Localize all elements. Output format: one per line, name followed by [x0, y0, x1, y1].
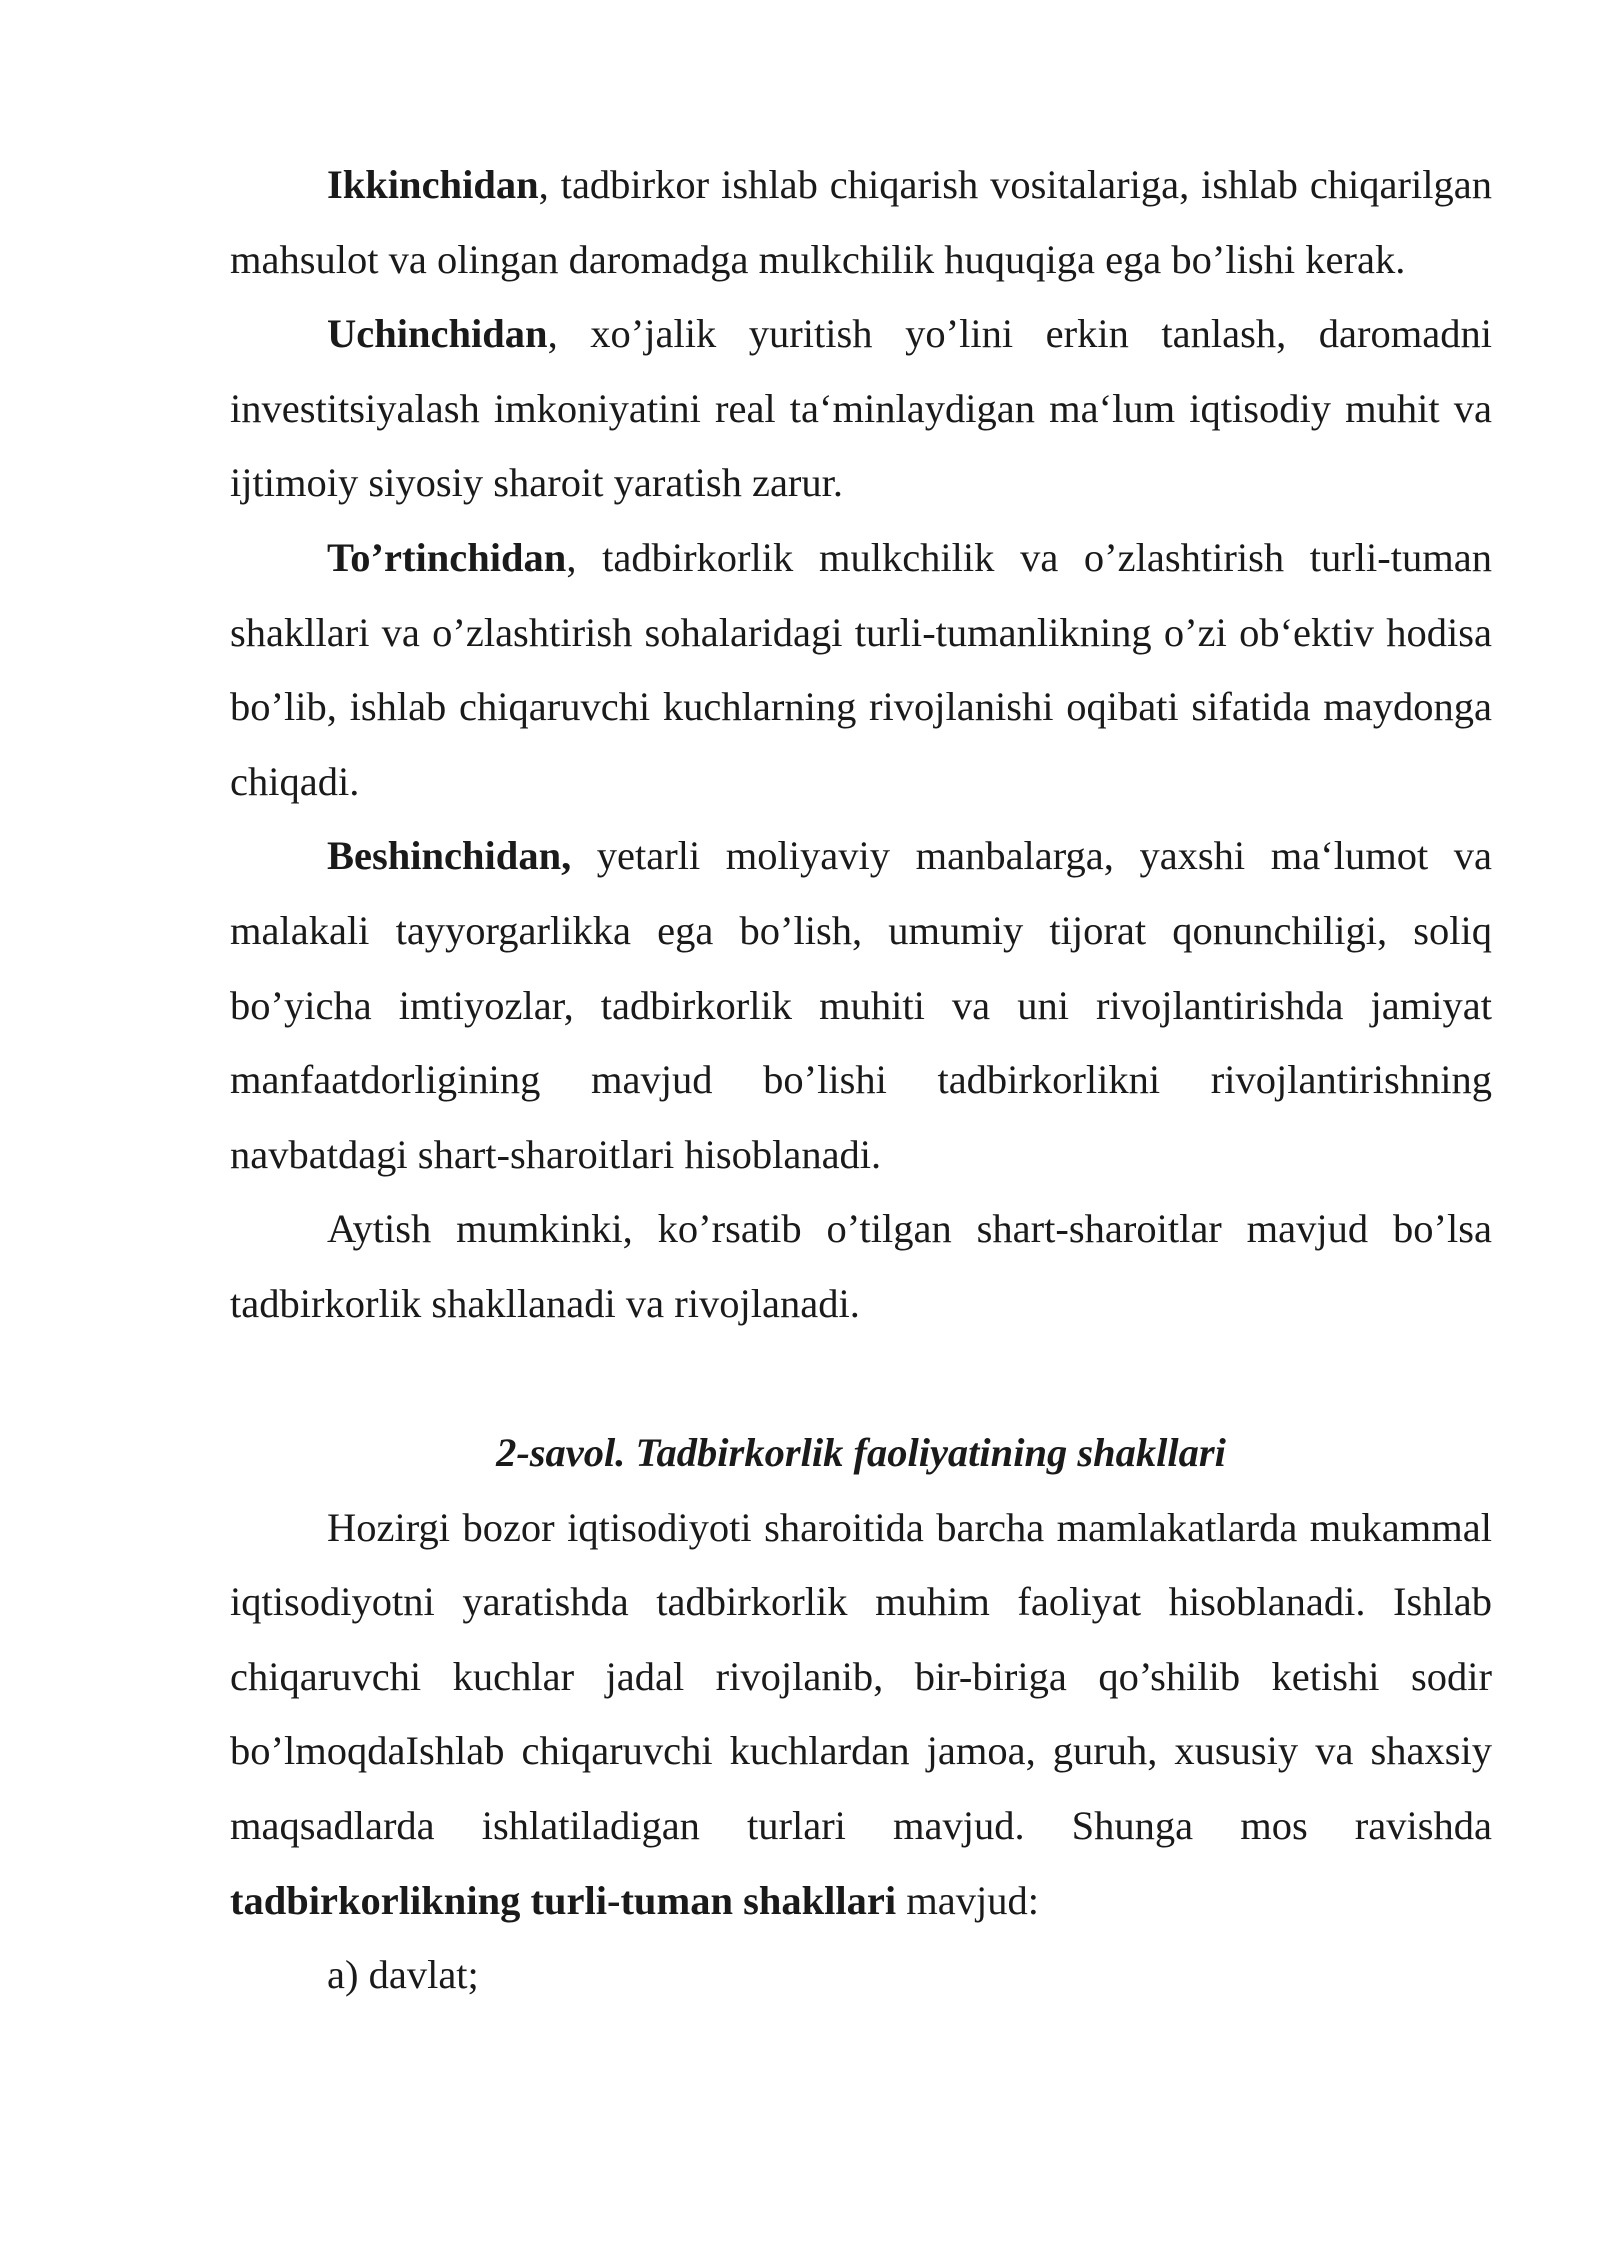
paragraph-text: Aytish mumkinki, ko’rsatib o’tilgan shart-sharoitlar mavjud bo’lsa tadbirkorlik shakllanadi va rivojlanadi.: [230, 1206, 1492, 1326]
paragraph-text: , tadbirkorlik mulkchilik va o’zlashtirish turli-tuman shakllari va o’zlashtirish sohalaridagi turli-tumanlikning o’zi ob‘ektiv hodisa bo’lib, ishlab chiqaruvchi kuchlarning rivojlanishi oqibati sifatida maydonga chiqadi.: [230, 534, 1492, 804]
paragraph-lead: Ikkinchidan: [327, 162, 539, 207]
paragraph-tortinchidan: [230, 521, 1492, 819]
paragraph-text: , tadbirkor ishlab chiqarish vositalariga, ishlab chiqarilgan mahsulot va olingan daromadga mulkchilik huquqiga ega bo’lishi kerak.: [230, 162, 1492, 282]
paragraph-lead: To’rtinchidan: [327, 534, 567, 580]
paragraph-hozirgi: [230, 1491, 1492, 1939]
paragraph-lead: Uchinchidan: [327, 311, 548, 357]
list-item: a) davlat;: [327, 1952, 479, 1998]
paragraph-aytish: [230, 1192, 1492, 1341]
paragraph-beshinchidan: [230, 819, 1492, 1192]
paragraph-text: Hozirgi bozor iqtisodiyoti sharoitida barcha mamlakatlarda mukammal iqtisodiyotni yaratishda tadbirkorlik muhim faoliyat hisoblanadi. Ishlab chiqaruvchi kuchlar jadal rivojlanib, bir-biriga qo’shilib ketishi sodir bo’lmoqdaIshlab chiqaruvchi kuchlardan jamoa, guruh, xususiy va shaxsiy maqsadlarda ishlatiladigan turlari mavjud. Shunga mos ravishda: [230, 1504, 1492, 1849]
paragraph-uchinchidan: [230, 297, 1492, 521]
paragraph-ikkinchidan: [230, 148, 1492, 297]
paragraph-text: , xo’jalik yuritish yo’lini erkin tanlash, daromadni investitsiyalash imkoniyatini real ta‘minlaydigan ma‘lum iqtisodiy muhit va ijtimoiy siyosiy sharoit yaratish zarur.: [230, 311, 1492, 506]
paragraph-lead: Beshinchidan,: [327, 833, 572, 879]
paragraph-bold-phrase: tadbirkorlikning turli-tuman shakllari: [230, 1877, 897, 1923]
paragraph-text-end: mavjud:: [896, 1877, 1039, 1923]
section-heading: 2-savol. Tadbirkorlik faoliyatining shakllari: [496, 1430, 1226, 1476]
paragraph-text: yetarli moliyaviy manbalarga, yaxshi ma‘lumot va malakali tayyorgarlikka ega bo’lish, umumiy tijorat qonunchiligi, soliq bo’yicha imtiyozlar, tadbirkorlik muhiti va uni rivojlantirishda jamiyat manfaatdorligining mavjud bo’lishi tadbirkorlikni rivojlantirishning navbatdagi shart-sharoitlari hisoblanadi.: [230, 833, 1492, 1177]
document-page: [230, 148, 1492, 2013]
blank-line: [230, 1342, 1492, 1417]
